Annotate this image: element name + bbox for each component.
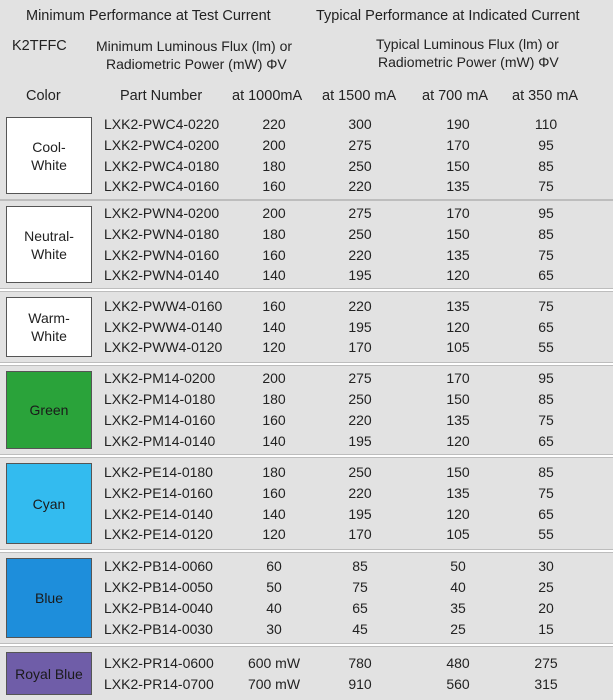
cell-part: LXK2-PR14-0600 (104, 654, 214, 671)
cell-c1000: 160 (262, 412, 286, 428)
color-name: Warm- (28, 310, 70, 326)
cell-c1000: 600 mW (247, 654, 301, 671)
cell-c350: 75 (538, 484, 554, 501)
cell-c1500: 250 (348, 157, 372, 174)
color-name: Cyan (32, 495, 66, 512)
table-header-bar (0, 0, 613, 32)
cell-c1000: 50 (266, 579, 282, 596)
cell-c1000: 200 (262, 204, 286, 221)
table-row (0, 524, 613, 544)
cell-c700: 170 (446, 370, 470, 387)
cell-c1000: 60 (266, 558, 282, 575)
col-1000ma: at 1000mA (232, 88, 303, 104)
cell-c700: 135 (446, 246, 470, 263)
cell-c1000: 140 (262, 505, 286, 522)
cell-c1000: 180 (262, 225, 286, 242)
cell-part: LXK2-PE14-0120 (104, 526, 213, 543)
table-row (0, 245, 613, 265)
color-name-line2: White (31, 328, 67, 344)
cell-c350: 55 (538, 339, 554, 356)
cell-part: LXK2-PWN4-0160 (104, 246, 220, 263)
product-code: K2TFFC (12, 38, 67, 54)
cell-c700: 190 (446, 115, 470, 132)
table-row (0, 114, 613, 134)
cell-c1000: 220 (262, 115, 286, 132)
cell-c1500: 75 (352, 579, 368, 596)
cell-c1000: 140 (262, 318, 286, 335)
cell-c350: 30 (538, 558, 554, 575)
cell-c700: 480 (446, 654, 470, 671)
cell-c1000: 180 (262, 391, 286, 408)
min-flux-label-line1: Minimum Luminous Flux (lm) or (96, 38, 293, 54)
cell-c1500: 65 (352, 600, 368, 616)
cell-part: LXK2-PM14-0160 (104, 412, 216, 428)
cell-c350: 85 (538, 463, 554, 480)
cell-c1000: 200 (262, 136, 286, 153)
cell-c1000: 200 (262, 370, 286, 387)
col-color: Color (26, 88, 61, 104)
cell-part: LXK2-PM14-0180 (104, 391, 216, 408)
color-name: Neutral- (24, 227, 74, 244)
cell-part: LXK2-PB14-0040 (104, 600, 213, 616)
cell-c700: 120 (446, 505, 470, 522)
cell-part: LXK2-PM14-0200 (104, 370, 216, 387)
table-row (0, 598, 613, 618)
cell-c1500: 195 (348, 432, 372, 449)
cell-c350: 110 (534, 115, 558, 132)
cell-c1500: 45 (352, 620, 368, 637)
cell-c700: 105 (446, 526, 470, 543)
cell-part: LXK2-PWN4-0140 (104, 267, 220, 284)
cell-c350: 85 (538, 157, 554, 174)
cell-c350: 95 (538, 204, 554, 221)
cell-c1000: 160 (262, 484, 286, 501)
cell-c700: 170 (446, 136, 470, 153)
cell-c1000: 140 (262, 432, 286, 449)
col-1500ma: at 1500 mA (322, 88, 397, 104)
cell-part: LXK2-PWC4-0180 (104, 157, 220, 174)
table-row (0, 653, 613, 673)
table-row (0, 483, 613, 503)
cell-c1500: 300 (348, 115, 372, 132)
table-row (0, 674, 613, 694)
cell-c1000: 180 (262, 463, 286, 480)
cell-c1500: 275 (348, 204, 372, 221)
cell-c1500: 275 (348, 136, 372, 153)
cell-c700: 135 (446, 412, 470, 428)
cell-part: LXK2-PWC4-0220 (104, 115, 220, 132)
cell-c1500: 250 (348, 225, 372, 242)
cell-c1000: 160 (262, 178, 286, 195)
cell-c1500: 220 (348, 246, 372, 263)
color-name: Royal Blue (15, 665, 83, 682)
cell-part: LXK2-PE14-0160 (104, 484, 213, 501)
col-350ma: at 350 mA (512, 88, 579, 104)
cell-c350: 65 (538, 432, 554, 449)
table-row (0, 224, 613, 244)
cell-c700: 135 (446, 178, 470, 195)
cell-c350: 55 (538, 526, 554, 543)
cell-c700: 50 (450, 558, 466, 575)
cell-c350: 95 (538, 370, 554, 387)
cell-part: LXK2-PWN4-0180 (104, 225, 220, 242)
cell-c700: 150 (446, 463, 470, 480)
cell-part: LXK2-PWW4-0160 (104, 297, 223, 314)
cell-c350: 65 (538, 267, 554, 284)
color-name: Blue (34, 590, 64, 606)
cell-c700: 150 (446, 391, 470, 408)
cell-c1500: 250 (348, 463, 372, 480)
cell-c1500: 195 (348, 505, 372, 522)
cell-part: LXK2-PWW4-0140 (104, 318, 223, 335)
table-row (0, 337, 613, 357)
cell-c700: 170 (446, 204, 470, 221)
table-row (0, 431, 613, 451)
cell-part: LXK2-PE14-0140 (104, 505, 213, 522)
color-name: Cool- (32, 138, 66, 155)
cell-c1500: 910 (348, 675, 372, 692)
cell-c1000: 30 (266, 620, 282, 637)
cell-c1500: 250 (348, 391, 372, 408)
cell-c350: 75 (538, 412, 554, 428)
table-row (0, 368, 613, 388)
cell-c700: 40 (450, 579, 466, 596)
cell-c1000: 160 (262, 246, 286, 263)
col-700ma: at 700 mA (422, 88, 489, 104)
cell-c1500: 220 (348, 297, 372, 314)
cell-c350: 65 (538, 318, 554, 335)
cell-c700: 35 (450, 600, 466, 616)
cell-c700: 560 (446, 675, 470, 692)
cell-c1500: 195 (348, 267, 372, 284)
table-row (0, 619, 613, 639)
table-row (0, 504, 613, 524)
column-subheader (0, 32, 613, 112)
table-row (0, 265, 613, 285)
cell-c700: 135 (446, 484, 470, 501)
cell-c1500: 220 (348, 484, 372, 501)
cell-c350: 275 (534, 654, 558, 671)
cell-c700: 135 (446, 297, 470, 314)
cell-c350: 65 (538, 505, 554, 522)
typ-flux-label-line1: Typical Luminous Flux (lm) or (376, 36, 559, 52)
color-name-line2: White (31, 245, 67, 262)
cell-c350: 85 (538, 391, 554, 408)
cell-part: LXK2-PWC4-0160 (104, 178, 220, 195)
cell-c1500: 220 (348, 412, 372, 428)
cell-c350: 75 (538, 246, 554, 263)
cell-c1000: 120 (262, 526, 286, 543)
typical-performance-heading: Typical Performance at Indicated Current (316, 8, 580, 24)
cell-c350: 20 (538, 600, 554, 616)
cell-c1000: 140 (262, 267, 286, 284)
cell-c700: 120 (446, 432, 470, 449)
cell-c700: 120 (446, 267, 470, 284)
cell-c700: 150 (446, 225, 470, 242)
cell-part: LXK2-PR14-0700 (104, 675, 214, 692)
table-row (0, 296, 613, 316)
table-row (0, 156, 613, 176)
table-row (0, 556, 613, 576)
table-row (0, 389, 613, 409)
cell-part: LXK2-PE14-0180 (104, 463, 213, 480)
cell-c1500: 85 (352, 558, 368, 575)
table-row (0, 176, 613, 196)
cell-c350: 25 (538, 579, 554, 596)
col-part-number: Part Number (120, 88, 203, 104)
cell-part: LXK2-PB14-0050 (104, 579, 213, 596)
cell-c1000: 160 (262, 297, 286, 314)
cell-part: LXK2-PB14-0030 (104, 620, 213, 637)
min-flux-label-line2: Radiometric Power (mW) ΦV (106, 56, 287, 72)
cell-c1500: 780 (348, 654, 372, 671)
cell-c350: 75 (538, 178, 554, 195)
min-performance-heading: Minimum Performance at Test Current (26, 8, 271, 24)
typ-flux-label-line2: Radiometric Power (mW) ΦV (378, 54, 559, 70)
table-row (0, 410, 613, 430)
cell-c1500: 170 (348, 526, 372, 543)
cell-c350: 15 (538, 620, 554, 637)
color-name-line2: White (31, 156, 67, 173)
cell-part: LXK2-PM14-0140 (104, 432, 216, 449)
table-row (0, 317, 613, 337)
cell-c1500: 275 (348, 370, 372, 387)
table-row (0, 135, 613, 155)
cell-c350: 95 (538, 136, 554, 153)
cell-part: LXK2-PWW4-0120 (104, 339, 223, 356)
cell-part: LXK2-PWN4-0200 (104, 204, 220, 221)
cell-part: LXK2-PB14-0060 (104, 558, 213, 575)
cell-c700: 120 (446, 318, 470, 335)
table-row (0, 462, 613, 482)
cell-c1500: 195 (348, 318, 372, 335)
cell-c350: 85 (538, 225, 554, 242)
cell-c1500: 220 (348, 178, 372, 195)
cell-c1000: 700 mW (247, 675, 301, 692)
table-row (0, 577, 613, 597)
color-name: Green (29, 402, 69, 418)
cell-part: LXK2-PWC4-0200 (104, 136, 220, 153)
table-row (0, 203, 613, 223)
cell-c350: 75 (538, 297, 554, 314)
cell-c700: 105 (446, 339, 470, 356)
cell-c700: 150 (446, 157, 470, 174)
cell-c350: 315 (534, 675, 558, 692)
cell-c700: 25 (450, 620, 466, 637)
cell-c1000: 40 (266, 600, 282, 616)
cell-c1000: 180 (262, 157, 286, 174)
cell-c1000: 120 (262, 339, 286, 356)
cell-c1500: 170 (348, 339, 372, 356)
